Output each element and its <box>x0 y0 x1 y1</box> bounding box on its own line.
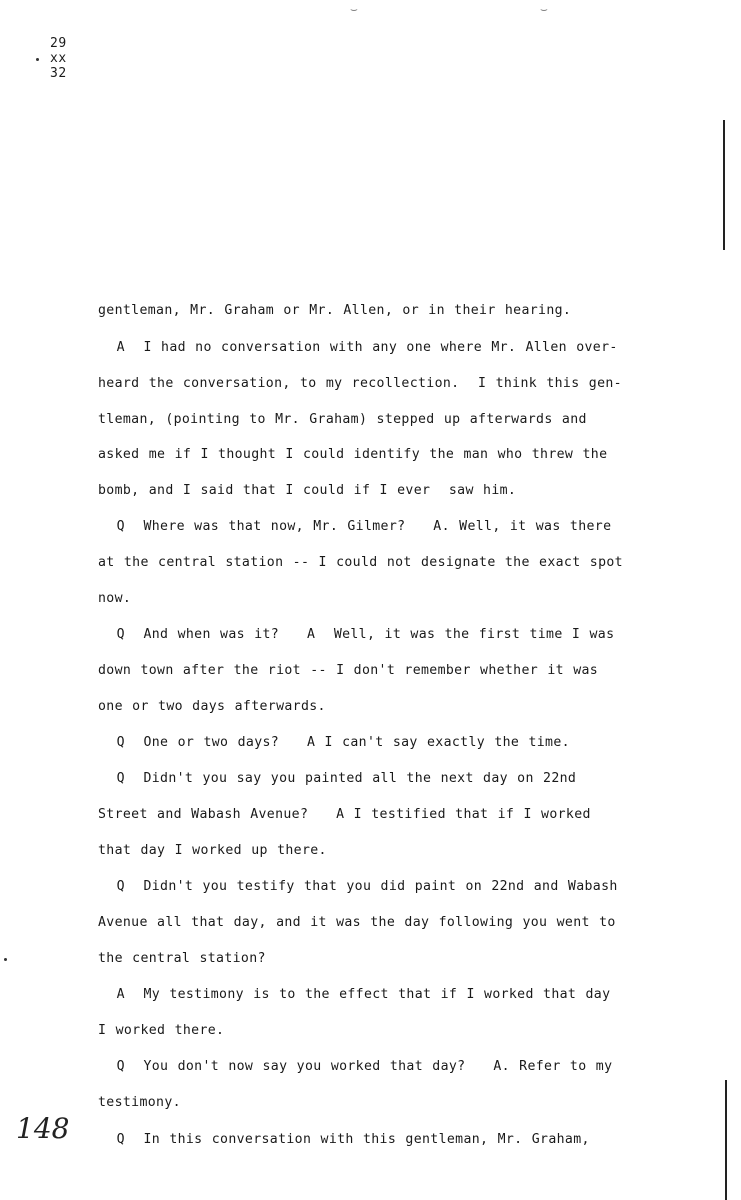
transcript-line: A I had no conversation with any one where Mr. Allen over- <box>98 340 618 355</box>
speck-mark <box>36 58 39 61</box>
transcript-line: that day I worked up there. <box>98 843 327 858</box>
transcript-line: tleman, (pointing to Mr. Graham) stepped up afterwards and <box>98 412 587 427</box>
page-number <box>50 36 67 81</box>
page-number-line-1: 29 <box>50 36 67 51</box>
transcript-line: Q In this conversation with this gentleman, Mr. Graham, <box>98 1132 590 1147</box>
transcript-line: bomb, and I said that I could if I ever saw him. <box>98 483 517 498</box>
transcript-line: at the central station -- I could not designate the exact spot <box>98 555 623 570</box>
transcript-line: now. <box>98 591 132 606</box>
page-number-line-2: xx <box>50 51 67 66</box>
transcript-line: heard the conversation, to my recollection. I think this gen- <box>98 376 622 391</box>
speck-mark <box>4 958 7 961</box>
transcript-line: testimony. <box>98 1095 181 1110</box>
transcript-line: Avenue all that day, and it was the day following you went to <box>98 915 616 930</box>
transcript-line: Q Didn't you testify that you did paint on 22nd and Wabash <box>98 879 618 894</box>
transcript-line: A My testimony is to the effect that if I worked that day <box>98 987 611 1002</box>
transcript-line: asked me if I thought I could identify the man who threw the <box>98 447 608 462</box>
transcript-line: I worked there. <box>98 1023 225 1038</box>
transcript-line: the central station? <box>98 951 266 966</box>
page-number-line-3: 32 <box>50 66 67 81</box>
page-edge-line <box>723 120 725 250</box>
transcript-line: Street and Wabash Avenue? A I testified that if I worked <box>98 807 591 822</box>
top-smudge-mark: ⌣ <box>350 2 358 16</box>
transcript-line: Q Didn't you say you painted all the next day on 22nd <box>98 771 577 786</box>
transcript-line: Q Where was that now, Mr. Gilmer? A. Well, it was there <box>98 519 612 534</box>
top-smudge-mark: ⌣ <box>540 2 548 16</box>
transcript-line: Q You don't now say you worked that day? A. Refer to my <box>98 1059 613 1074</box>
transcript-line: one or two days afterwards. <box>98 699 326 714</box>
transcript-line: down town after the riot -- I don't remember whether it was <box>98 663 599 678</box>
transcript-line: Q One or two days? A I can't say exactly the time. <box>98 735 570 750</box>
page-edge-line <box>725 1080 727 1200</box>
handwritten-margin-note: 148 <box>16 1112 70 1145</box>
transcript-line: gentleman, Mr. Graham or Mr. Allen, or in their hearing. <box>98 303 572 318</box>
transcript-line: Q And when was it? A Well, it was the first time I was <box>98 627 615 642</box>
